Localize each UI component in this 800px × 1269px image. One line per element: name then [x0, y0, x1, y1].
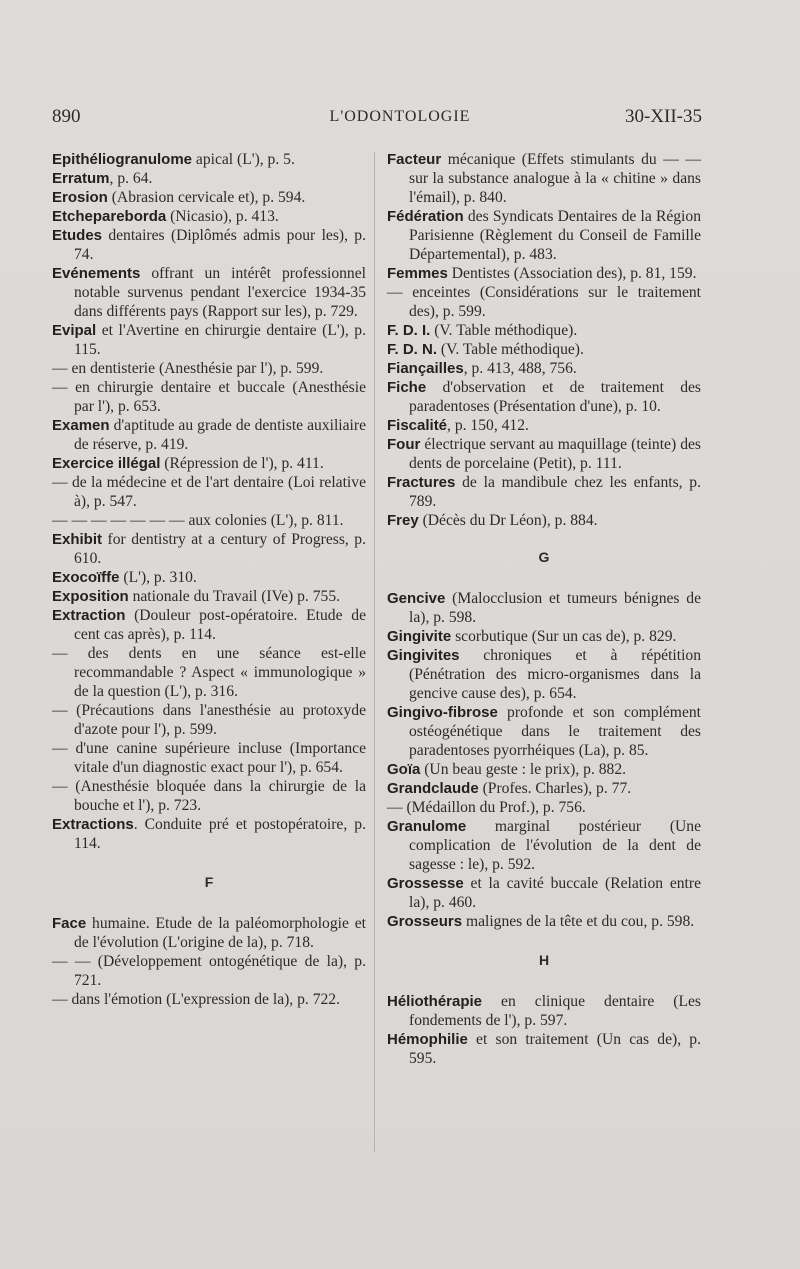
entry-text: humaine. Etude de la paléomorphologie et de l'évolution (L'origine de la), p. 718.	[74, 915, 366, 951]
entry-text: dentaires (Diplômés admis pour les), p. 74.	[74, 227, 366, 263]
entry-text: — des dents en une séance est-elle recommandable ? Aspect « immunologique » de la question (L'), p. 316.	[52, 645, 366, 700]
running-title: L'ODONTOLOGIE	[329, 108, 471, 125]
entry-keyword: Fractures	[387, 474, 456, 491]
column-divider	[374, 152, 375, 1152]
entry-text: — (Précautions dans l'anesthésie au protoxyde d'azote pour l'), p. 599.	[52, 702, 366, 738]
index-entry	[387, 321, 701, 340]
index-entry	[52, 587, 366, 606]
entry-keyword: Frey	[387, 512, 419, 529]
entry-text: (Douleur post-opératoire. Etude de cent cas après), p. 114.	[74, 607, 366, 643]
index-entry	[52, 264, 366, 321]
index-entry	[387, 435, 701, 473]
entry-keyword: F. D. I.	[387, 322, 431, 339]
left-column	[52, 150, 366, 1009]
entry-text: Dentistes (Association des), p. 81, 159.	[447, 265, 697, 282]
running-header	[0, 106, 800, 132]
index-entry	[52, 739, 366, 777]
index-entry	[387, 992, 701, 1030]
entries-f	[52, 914, 366, 1009]
entry-text: — — — — — — — aux colonies (L'), p. 811.	[52, 512, 344, 529]
index-entry	[387, 703, 701, 760]
index-entry	[52, 815, 366, 853]
entry-text: , p. 150, 412.	[447, 417, 529, 434]
entry-text: scorbutique (Sur un cas de), p. 829.	[451, 628, 677, 645]
entry-text: — — (Développement ontogénétique de la), p. 721.	[52, 953, 366, 989]
index-entry	[387, 760, 701, 779]
entry-text: — (Anesthésie bloquée dans la chirurgie de la bouche et l'), p. 723.	[52, 778, 366, 814]
entry-keyword: Fiscalité	[387, 417, 448, 434]
entry-keyword: F. D. N.	[387, 341, 438, 358]
index-entry	[387, 646, 701, 703]
index-entry	[52, 188, 366, 207]
entry-keyword: Evénements	[52, 265, 141, 282]
entry-text: — enceintes (Considérations sur le traitement des), p. 599.	[387, 284, 701, 320]
index-entry	[52, 150, 366, 169]
index-entry	[52, 952, 366, 990]
index-entry	[52, 169, 366, 188]
index-entry	[387, 627, 701, 646]
index-entry	[387, 511, 701, 530]
entry-keyword: Etchepareborda	[52, 208, 167, 225]
entry-text: for dentistry at a century of Progress, p. 610.	[74, 531, 366, 567]
index-entry	[52, 226, 366, 264]
index-entry	[52, 359, 366, 378]
entry-text: . Conduite pré et postopératoire, p. 114.	[74, 816, 366, 852]
entry-text: (Abrasion cervicale et), p. 594.	[107, 189, 306, 206]
entry-text: (Malocclusion et tumeurs bénignes de la), p. 598.	[409, 590, 701, 626]
entry-keyword: Examen	[52, 417, 110, 434]
index-entry	[387, 340, 701, 359]
entry-text: (Nicasio), p. 413.	[166, 208, 279, 225]
entry-text: — dans l'émotion (L'expression de la), p. 722.	[52, 991, 340, 1008]
entry-text: chroniques et à répétition (Pénétration des micro-organismes dans la gencive cause des), p. 654.	[409, 647, 701, 702]
entry-text: d'aptitude au grade de dentiste auxiliaire de réserve, p. 419.	[74, 417, 366, 453]
entry-text: (Profes. Charles), p. 77.	[478, 780, 632, 797]
index-entry	[52, 207, 366, 226]
entry-text: , p. 64.	[109, 170, 153, 187]
entry-keyword: Fédération	[387, 208, 464, 225]
entries-h	[387, 992, 701, 1068]
entry-keyword: Etudes	[52, 227, 103, 244]
entry-keyword: Four	[387, 436, 421, 453]
index-entry	[52, 321, 366, 359]
entry-keyword: Gingivite	[387, 628, 452, 645]
index-entry	[387, 264, 701, 283]
entry-keyword: Gencive	[387, 590, 446, 607]
entries-f-continued	[387, 150, 701, 530]
index-entry	[387, 1030, 701, 1068]
index-entry	[387, 912, 701, 931]
entry-keyword: Evipal	[52, 322, 97, 339]
entry-keyword: Exhibit	[52, 531, 103, 548]
entry-text: nationale du Travail (IVe) p. 755.	[128, 588, 341, 605]
index-entry	[52, 454, 366, 473]
entry-keyword: Gingivo-fibrose	[387, 704, 498, 721]
entry-keyword: Grossesse	[387, 875, 464, 892]
entry-text: des Syndicats Dentaires de la Région Parisienne (Règlement du Conseil de Famille Départemental), p. 483.	[409, 208, 701, 263]
entry-text: en clinique dentaire (Les fondements de l'), p. 597.	[409, 993, 701, 1029]
entry-keyword: Grandclaude	[387, 780, 479, 797]
entry-text: et son traitement (Un cas de), p. 595.	[409, 1031, 701, 1067]
entry-text: et la cavité buccale (Relation entre la), p. 460.	[409, 875, 701, 911]
entry-keyword: Extractions	[52, 816, 134, 833]
entry-text: malignes de la tête et du cou, p. 598.	[462, 913, 695, 930]
issue-date: 30-XII-35	[624, 106, 702, 127]
entry-text: apical (L'), p. 5.	[192, 151, 295, 168]
entry-text: (Un beau geste : le prix), p. 882.	[420, 761, 627, 778]
entry-text: — (Médaillon du Prof.), p. 756.	[387, 799, 586, 816]
right-column	[387, 150, 701, 1068]
index-entry	[52, 530, 366, 568]
entry-text: électrique servant au maquillage (teinte) des dents de porcelaine (Petit), p. 111.	[409, 436, 701, 472]
index-entry	[52, 777, 366, 815]
entry-text: (Répression de l'), p. 411.	[160, 455, 324, 472]
index-entry	[387, 359, 701, 378]
entry-keyword: Héliothérapie	[387, 993, 483, 1010]
entry-text: — d'une canine supérieure incluse (Importance vitale d'un diagnostic exact pour l'), p. 654.	[52, 740, 366, 776]
entry-text: de la mandibule chez les enfants, p. 789.	[409, 474, 701, 510]
entry-keyword: Goïa	[387, 761, 421, 778]
entry-text: profonde et son complément ostéogénétique dans le traitement des paradentoses pyorrhéiques (La), p. 85.	[409, 704, 701, 759]
entry-keyword: Fiançailles	[387, 360, 464, 377]
entry-keyword: Erosion	[52, 189, 108, 206]
entries-e	[52, 150, 366, 853]
entry-text: (V. Table méthodique).	[430, 322, 578, 339]
entry-keyword: Face	[52, 915, 87, 932]
index-entry	[387, 874, 701, 912]
index-entry	[52, 511, 366, 530]
entry-keyword: Epithéliogranulome	[52, 151, 193, 168]
index-entry	[52, 644, 366, 701]
entry-keyword: Granulome	[387, 818, 467, 835]
index-entry	[387, 473, 701, 511]
section-letter-h: H	[538, 952, 550, 968]
index-entry	[52, 473, 366, 511]
entry-text: mécanique (Effets stimulants du — — sur la substance analogue à la « chitine » dans l'émail), p. 840.	[409, 151, 701, 206]
index-entry	[387, 150, 701, 207]
index-entry	[52, 568, 366, 587]
entry-text: (V. Table méthodique).	[437, 341, 584, 358]
entry-keyword: Exocoïffe	[52, 569, 120, 586]
entry-text: — en dentisterie (Anesthésie par l'), p. 599.	[52, 360, 324, 377]
entry-text: offrant un intérêt professionnel notable survenus pendant l'exercice 1934-35 dans différents pays (Rapport sur les), p. 729.	[74, 265, 366, 320]
entry-text: marginal postérieur (Une complication de l'évolution de la dent de sagesse : le), p. 592.	[409, 818, 701, 873]
entry-keyword: Facteur	[387, 151, 442, 168]
index-entry	[52, 416, 366, 454]
index-entry	[387, 207, 701, 264]
index-entry	[387, 798, 701, 817]
section-letter-g: G	[538, 549, 550, 565]
section-letter-f: F	[204, 874, 214, 890]
entry-keyword: Gingivites	[387, 647, 460, 664]
entry-text: d'observation et de traitement des paradentoses (Présentation d'une), p. 10.	[409, 379, 701, 415]
index-entry	[387, 589, 701, 627]
entry-keyword: Exercice illégal	[52, 455, 161, 472]
index-entry	[387, 378, 701, 416]
entry-text: — en chirurgie dentaire et buccale (Anesthésie par l'), p. 653.	[52, 379, 366, 415]
index-entry	[387, 283, 701, 321]
entry-text: et l'Avertine en chirurgie dentaire (L'), p. 115.	[74, 322, 366, 358]
entry-text: (L'), p. 310.	[119, 569, 197, 586]
entry-keyword: Femmes	[387, 265, 448, 282]
index-entry	[52, 606, 366, 644]
entry-keyword: Erratum	[52, 170, 110, 187]
entry-text: , p. 413, 488, 756.	[463, 360, 577, 377]
index-entry	[52, 990, 366, 1009]
index-entry	[52, 914, 366, 952]
entry-keyword: Extraction	[52, 607, 126, 624]
index-entry	[52, 378, 366, 416]
entry-text: — de la médecine et de l'art dentaire (Loi relative à), p. 547.	[52, 474, 366, 510]
page-number: 890	[52, 106, 81, 127]
index-entry	[387, 817, 701, 874]
index-entry	[387, 779, 701, 798]
entry-keyword: Hémophilie	[387, 1031, 468, 1048]
entry-keyword: Exposition	[52, 588, 129, 605]
entries-g	[387, 589, 701, 931]
index-entry	[52, 701, 366, 739]
index-entry	[387, 416, 701, 435]
entry-text: (Décès du Dr Léon), p. 884.	[418, 512, 598, 529]
entry-keyword: Fiche	[387, 379, 427, 396]
entry-keyword: Grosseurs	[387, 913, 463, 930]
